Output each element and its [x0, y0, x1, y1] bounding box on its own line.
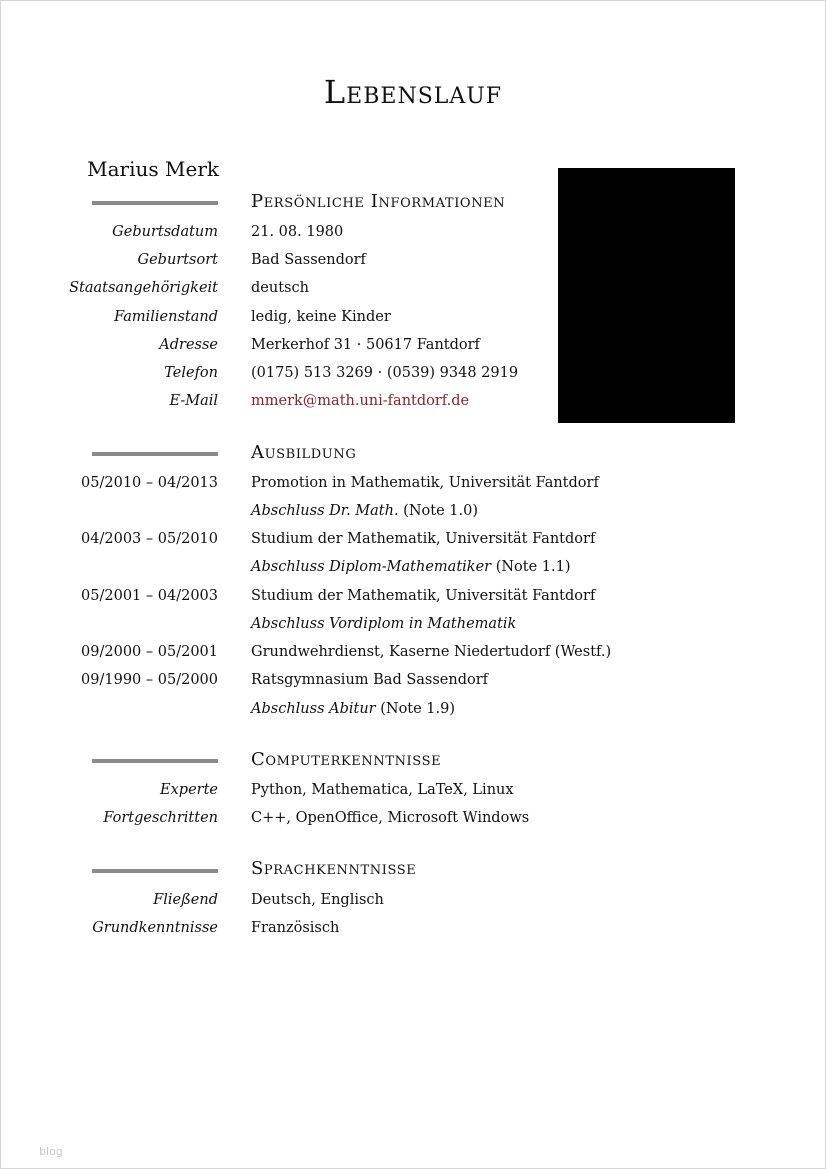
skill-row: [1, 782, 826, 810]
row-value: Deutsch, Englisch: [251, 892, 384, 908]
row-value: Studium der Mathematik, Universität Fantdorf: [251, 588, 596, 604]
row-value: Französisch: [251, 920, 340, 936]
education-detail-row: [1, 701, 826, 729]
section-rule: [92, 452, 218, 456]
document-title: Lebenslauf: [323, 73, 503, 111]
row-value: Ratsgymnasium Bad Sassendorf: [251, 672, 489, 688]
info-row: [1, 309, 826, 337]
degree-name: Abschluss Abitur: [251, 701, 376, 717]
degree-detail: [251, 616, 516, 632]
row-value: ledig, keine Kinder: [251, 309, 391, 325]
degree-detail: [251, 701, 455, 717]
section-heading: Sprachkenntnisse: [251, 858, 417, 879]
education-detail-row: [1, 559, 826, 587]
info-row: [1, 252, 826, 280]
watermark-text: blog: [39, 1145, 63, 1158]
row-label: Fortgeschritten: [103, 810, 218, 826]
row-label: Experte: [160, 782, 218, 798]
row-value: (0175) 513 3269 · (0539) 9348 2919: [251, 365, 519, 381]
section-heading: Computerkenntnisse: [251, 749, 442, 770]
row-label: Adresse: [159, 337, 218, 353]
row-value: Python, Mathematica, LaTeX, Linux: [251, 782, 514, 798]
section-rule: [92, 201, 218, 205]
language-row: [1, 892, 826, 920]
email-link[interactable]: mmerk@math.uni-fantdorf.de: [251, 393, 470, 409]
education-row: [1, 475, 826, 503]
row-value: Bad Sassendorf: [251, 252, 366, 268]
date-range: 05/2010 – 04/2013: [81, 475, 218, 491]
date-range: 05/2001 – 04/2003: [81, 588, 218, 604]
row-value: Grundwehrdienst, Kaserne Niedertudorf (Westf.): [251, 644, 612, 660]
section-rule: [92, 869, 218, 873]
education-row: [1, 644, 826, 672]
section-heading: Ausbildung: [251, 442, 357, 463]
education-detail-row: [1, 616, 826, 644]
row-label: Telefon: [164, 365, 218, 381]
info-row: [1, 280, 826, 308]
date-range: 04/2003 – 05/2010: [81, 531, 218, 547]
row-label: Geburtsdatum: [112, 224, 218, 240]
education-row: [1, 672, 826, 700]
degree-detail: [251, 559, 571, 575]
row-value: deutsch: [251, 280, 309, 296]
degree-grade: (Note 1.0): [398, 503, 478, 519]
language-row: [1, 920, 826, 948]
degree-detail: [251, 503, 478, 519]
row-label: Staatsangehörigkeit: [69, 280, 218, 296]
row-value: 21. 08. 1980: [251, 224, 344, 240]
info-row: [1, 393, 826, 421]
person-name: Marius Merk: [87, 157, 219, 181]
row-value: Merkerhof 31 · 50617 Fantdorf: [251, 337, 480, 353]
row-value: Promotion in Mathematik, Universität Fantdorf: [251, 475, 599, 491]
row-label: Geburtsort: [137, 252, 218, 268]
row-value: Studium der Mathematik, Universität Fantdorf: [251, 531, 596, 547]
info-row: [1, 224, 826, 252]
info-row: [1, 365, 826, 393]
degree-name: Abschluss Diplom-Mathematiker: [251, 559, 492, 575]
education-row: [1, 588, 826, 616]
info-row: [1, 337, 826, 365]
degree-name: Abschluss Vordiplom in Mathematik: [251, 616, 517, 632]
degree-name: Abschluss Dr. Math.: [251, 503, 399, 519]
degree-grade: (Note 1.1): [491, 559, 571, 575]
degree-grade: (Note 1.9): [375, 701, 456, 717]
row-label: E-Mail: [169, 393, 218, 409]
skill-row: [1, 810, 826, 838]
row-label: Grundkenntnisse: [92, 920, 218, 936]
education-row: [1, 531, 826, 559]
date-range: 09/2000 – 05/2001: [81, 644, 218, 660]
row-value: C++, OpenOffice, Microsoft Windows: [251, 810, 530, 826]
section-heading: Persönliche Informationen: [251, 191, 506, 212]
date-range: 09/1990 – 05/2000: [81, 672, 218, 688]
row-label: Familienstand: [114, 309, 218, 325]
row-label: Fließend: [153, 892, 218, 908]
education-detail-row: [1, 503, 826, 531]
section-rule: [92, 759, 218, 763]
